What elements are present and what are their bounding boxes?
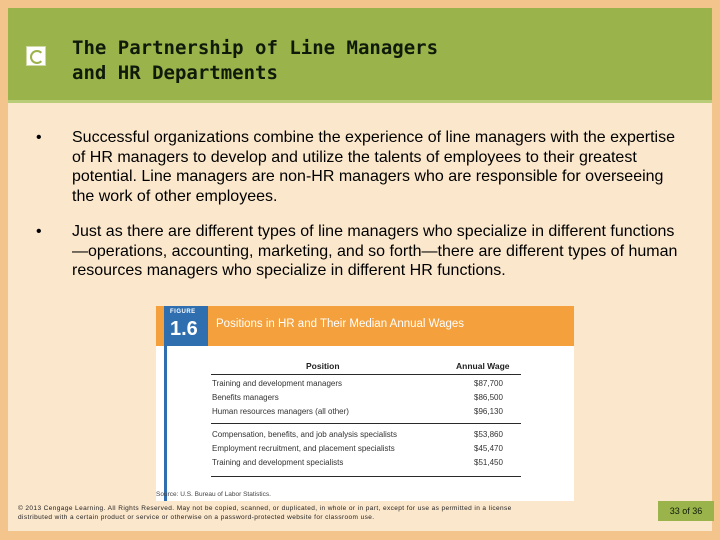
slide-frame-left <box>0 0 8 540</box>
figure-title: Positions in HR and Their Median Annual Wages <box>216 318 465 330</box>
table-row <box>211 458 521 470</box>
table-row <box>211 444 521 456</box>
column-header-wage: Annual Wage <box>456 361 510 371</box>
bullet-dot: • <box>36 223 42 240</box>
bullet-item <box>36 128 686 206</box>
bullet-text: Just as there are different types of line managers who specialize in different functions—operations, accounting, marketing, and so forth—there are different types of human resources managers who specialize in different HR functions. <box>72 223 678 279</box>
wage-cell: $53,860 <box>474 430 503 439</box>
bullet-item <box>36 222 686 281</box>
position-cell: Benefits managers <box>212 393 279 402</box>
slide-content <box>8 103 712 531</box>
figure-tag <box>164 306 208 346</box>
wage-cell: $45,470 <box>474 444 503 453</box>
position-cell: Training and development managers <box>212 379 343 388</box>
slide-title: The Partnership of Line Managers and HR Departments <box>72 37 439 84</box>
wage-cell: $96,130 <box>474 407 503 416</box>
wage-cell: $86,500 <box>474 393 503 402</box>
table-rule <box>211 374 521 375</box>
position-cell: Human resources managers (all other) <box>212 407 349 416</box>
table-row <box>211 430 521 442</box>
column-header-position: Position <box>306 361 340 371</box>
position-cell: Compensation, benefits, and job analysis specialists <box>212 430 397 439</box>
table-rule <box>211 423 521 424</box>
slide-frame-right <box>712 0 720 540</box>
bullet-dot: • <box>36 129 42 146</box>
table-rule <box>211 476 521 477</box>
copyright-notice: © 2013 Cengage Learning. All Rights Reserved. May not be copied, scanned, or duplicated, in whole or in part, except for use as permitted in a license distributed with a certain product or service or otherwise on a password-protected website for classroom use. <box>18 505 512 521</box>
figure-table <box>156 306 574 501</box>
slide-bullet-icon <box>26 46 46 66</box>
position-cell: Employment recruitment, and placement specialists <box>212 444 395 453</box>
wage-cell: $51,450 <box>474 458 503 467</box>
figure-number: 1.6 <box>170 318 198 340</box>
wage-cell: $87,700 <box>474 379 503 388</box>
figure-source: Source: U.S. Bureau of Labor Statistics. <box>156 491 271 498</box>
table-row <box>211 407 521 419</box>
bullet-list <box>36 128 686 297</box>
table-row <box>211 393 521 405</box>
slide-frame-top <box>0 0 720 8</box>
figure-side-rule <box>164 346 167 501</box>
figure-label: FIGURE <box>170 309 196 315</box>
slide-frame-bottom <box>0 531 720 540</box>
table-row <box>211 379 521 391</box>
position-cell: Training and development specialists <box>212 458 344 467</box>
page-number: 33 of 36 <box>658 501 714 521</box>
bullet-text: Successful organizations combine the experience of line managers with the expertise of HR managers to develop and utilize the talents of employees to their greatest potential. Line managers are non-HR managers who are responsible for overseeing the work of other employees. <box>72 129 675 205</box>
